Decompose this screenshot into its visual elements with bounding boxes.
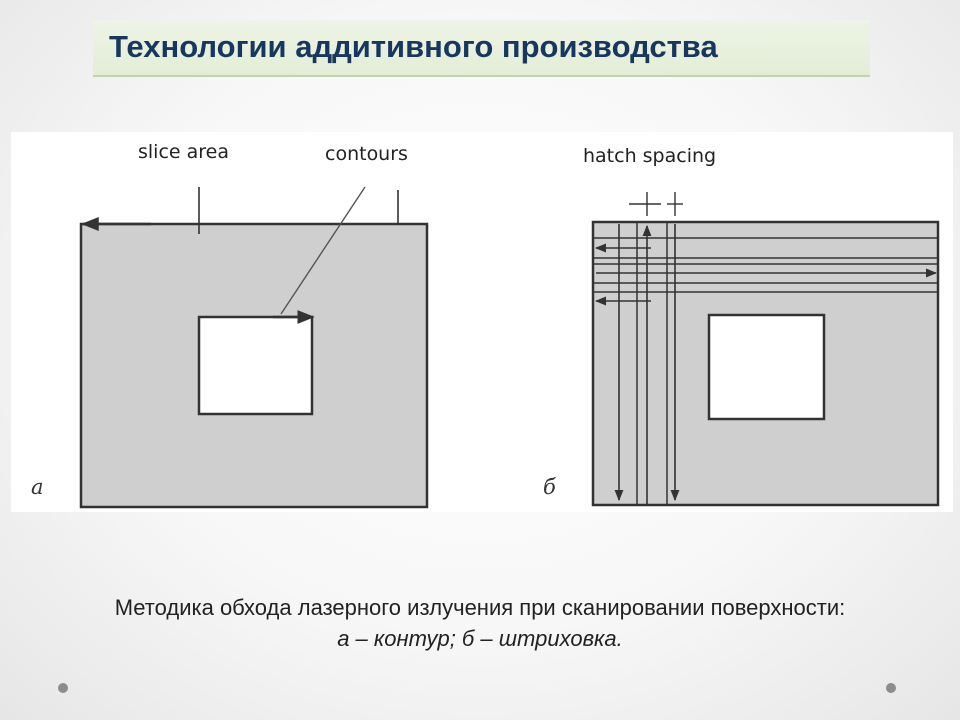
slide-title: Технологии аддитивного производства	[109, 29, 718, 64]
scan-strategy-figure	[11, 132, 953, 512]
decorative-dot-left	[58, 683, 68, 693]
panel-b-letter: б	[543, 475, 556, 499]
decorative-dot-right	[886, 683, 896, 693]
inner-hole	[199, 317, 312, 414]
panel-a-letter: а	[31, 475, 44, 499]
caption-line-2: а – контур; б – штриховка.	[337, 626, 623, 651]
figure-caption	[0, 592, 960, 654]
label-hatch-spacing: hatch spacing	[583, 145, 717, 167]
title-bar	[93, 20, 870, 77]
caption-line-1: Методика обхода лазерного излучения при сканировании поверхности:	[114, 595, 846, 620]
label-slice-area: slice area	[138, 141, 230, 163]
inner-hole	[709, 315, 824, 419]
label-contours: contours	[325, 143, 408, 165]
